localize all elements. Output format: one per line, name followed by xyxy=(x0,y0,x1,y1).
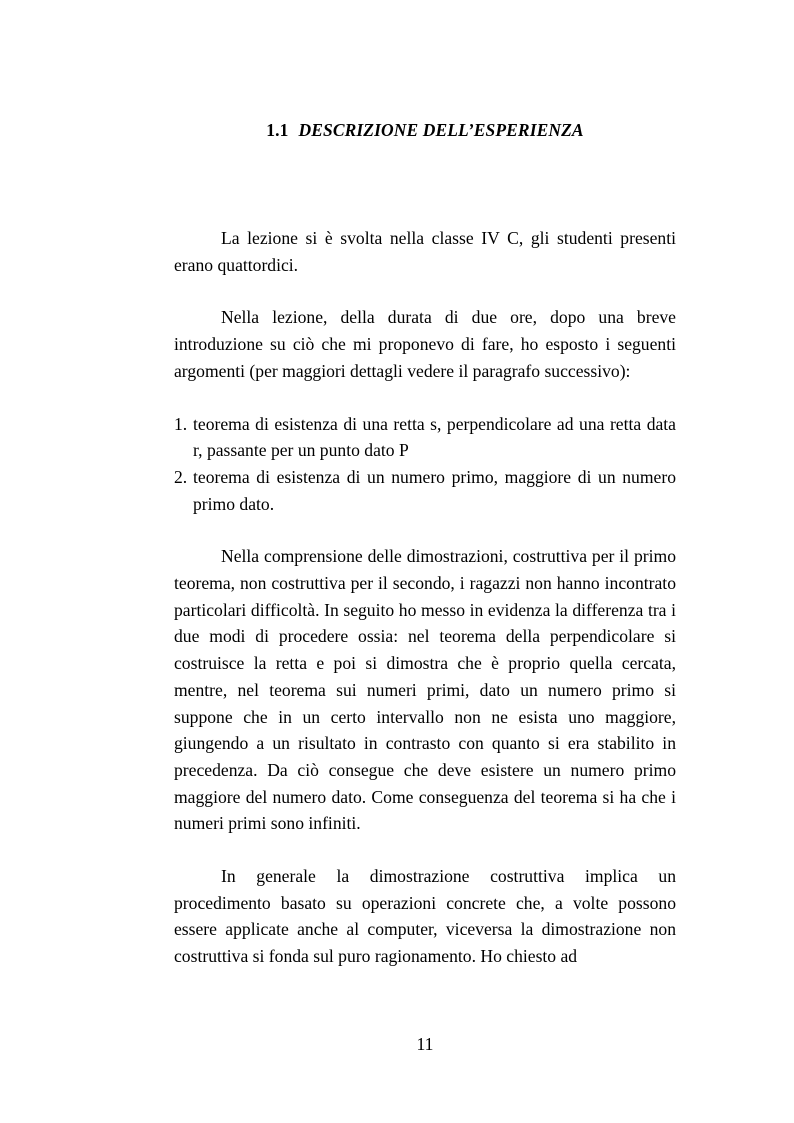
list-item-text: teorema di esistenza di una retta s, perpendicolare ad una retta data r, passante per un punto dato P xyxy=(193,413,676,461)
section-number: 1.1 xyxy=(266,120,289,140)
paragraph-1: La lezione si è svolta nella classe IV C, gli studenti presenti erano quattordici. xyxy=(174,228,676,275)
body-text xyxy=(174,225,676,996)
paragraph-2: Nella lezione, della durata di due ore, dopo una breve introduzione su ciò che mi proponevo di fare, ho esposto i seguenti argomenti (per maggiori dettagli vedere il paragrafo successivo): xyxy=(174,307,676,381)
list-item xyxy=(174,411,676,464)
topic-list xyxy=(174,411,676,518)
list-item-marker: 2. xyxy=(174,466,188,487)
paragraph-3: Nella comprensione delle dimostrazioni, costruttiva per il primo teorema, non costruttiva per il secondo, i ragazzi non hanno incontrato particolari difficoltà. In seguito ho messo in evidenza la differenza tra i due modi di procedere ossia: nel teorema della perpendicolare si costruisce la retta e poi si dimostra che è proprio quella cercata, mentre, nel teorema sui numeri primi, dato un numero primo si suppone che in un certo intervallo non ne esista uno maggiore, giungendo a un risultato in contrasto con quanto si era stabilito in precedenza. Da ciò consegue che deve esistere un numero primo maggiore del numero dato. Come conseguenza del teorema si ha che i numeri primi sono infiniti. xyxy=(174,546,676,834)
page-number: 11 xyxy=(416,1034,434,1054)
paragraph-4: In generale la dimostrazione costruttiva implica un procedimento basato su operazioni concrete che, a volte possono essere applicate anche al computer, viceversa la dimostrazione non costruttiva si fonda sul puro ragionamento. Ho chiesto ad xyxy=(174,866,676,967)
list-item-text: teorema di esistenza di un numero primo, maggiore di un numero primo dato. xyxy=(193,466,676,514)
list-item-marker: 1. xyxy=(174,413,188,434)
section-title: DESCRIZIONE DELL’ESPERIENZA xyxy=(298,120,584,140)
list-item xyxy=(174,464,676,517)
section-heading xyxy=(174,118,676,142)
